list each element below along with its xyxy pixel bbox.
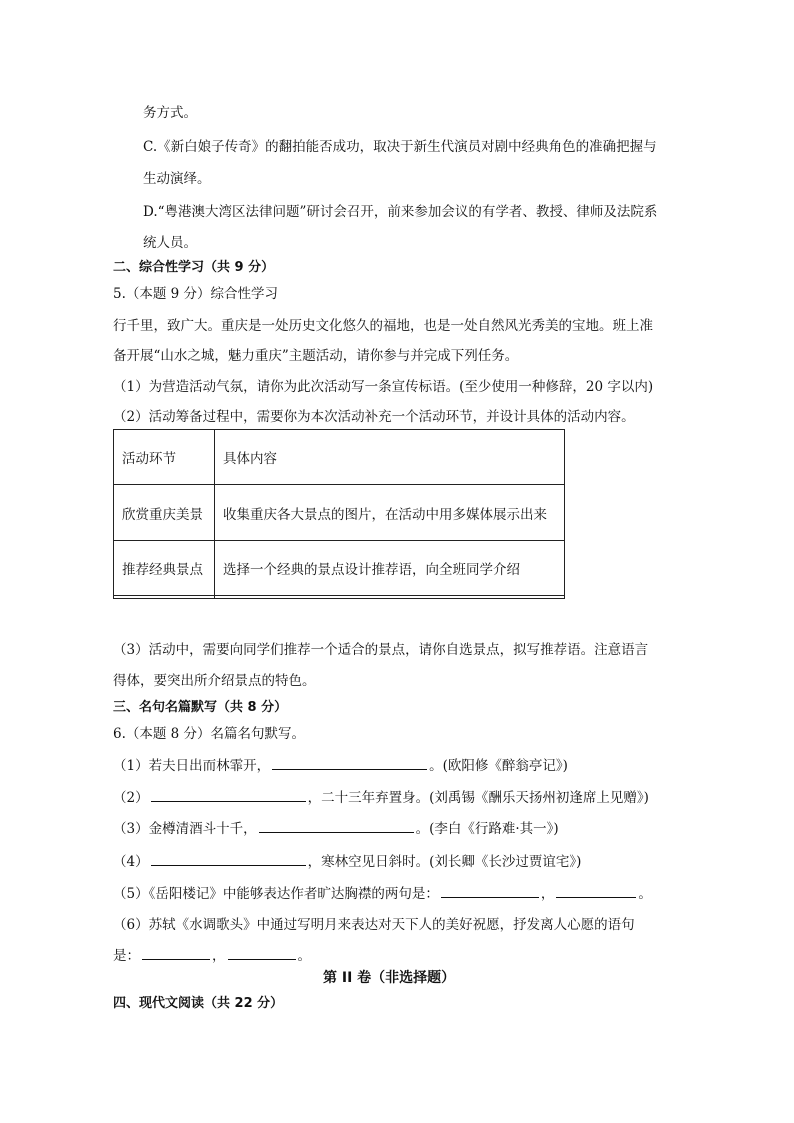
- table-row-empty: [114, 596, 565, 599]
- section-heading: 二、综合性学习（共 9 分）: [113, 260, 275, 275]
- answer-blank[interactable]: [142, 945, 210, 960]
- task-line: （2）活动筹备过程中，需要你为本次活动补充一个活动环节，并设计具体的活动内容。: [113, 409, 635, 425]
- item-suffix: ，寒林空见日斜时。(刘长卿《长沙过贾谊宅》): [307, 854, 582, 870]
- answer-blank[interactable]: [228, 945, 296, 960]
- answer-blank[interactable]: [151, 851, 306, 866]
- table-cell: 选择一个经典的景点设计推荐语，向全班同学介绍: [215, 540, 565, 595]
- text-line: 务方式。: [143, 105, 197, 121]
- activity-table: [113, 429, 565, 599]
- option-d-line: D.“粤港澳大湾区法律问题”研讨会召开，前来参加会议的有学者、教授、律师及法院系: [143, 204, 658, 220]
- item-prefix: （5）《岳阳楼记》中能够表达作者旷达胸襟的两句是：: [113, 886, 439, 902]
- answer-blank[interactable]: [272, 755, 427, 770]
- recitation-item: [113, 817, 559, 837]
- item-suffix: 。(欧阳修《醉翁亭记》): [429, 758, 568, 774]
- item-separator: ，: [212, 948, 226, 964]
- paragraph-line: 备开展“山水之城，魅力重庆”主题活动，请你参与并完成下列任务。: [113, 348, 519, 364]
- task-line: （1）为营造活动气氛，请你为此次活动写一条宣传标语。(至少使用一种修辞，20 字以内): [113, 379, 654, 395]
- item-prefix: （4）: [113, 854, 149, 870]
- option-c-line: C.《新白娘子传奇》的翻拍能否成功，取决于新生代演员对剧中经典角色的准确把握与: [143, 139, 657, 155]
- section-heading: 四、现代文阅读（共 22 分）: [113, 996, 284, 1011]
- table-header-row: [114, 430, 565, 485]
- table-cell-empty: [215, 596, 565, 599]
- item-prefix: （1）若夫日出而林霏开，: [113, 758, 271, 774]
- recitation-item: [113, 850, 581, 870]
- item-suffix: 。(李白《行路难·其一》): [415, 821, 559, 837]
- table-cell: 欣赏重庆美景: [114, 485, 215, 540]
- item-suffix: 。: [297, 948, 311, 964]
- table-header-cell: 具体内容: [215, 430, 565, 485]
- item-prefix: （2）: [113, 790, 149, 806]
- item-prefix: （3）金樽清酒斗十千，: [113, 821, 257, 837]
- answer-blank[interactable]: [151, 787, 306, 802]
- item-separator: ，: [540, 886, 555, 902]
- question-title: 6.（本题 8 分）名篇名句默写。: [113, 726, 306, 742]
- task-line: 得体，要突出所介绍景点的特色。: [113, 673, 316, 689]
- text-line: 生动演绎。: [143, 171, 211, 187]
- recitation-item: （6）苏轼《水调歌头》中通过写明月来表达对天下人的美好祝愿，抒发离人心愿的语句: [113, 917, 635, 933]
- table-cell: 收集重庆各大景点的图片，在活动中用多媒体展示出来: [215, 485, 565, 540]
- table-cell: 推荐经典景点: [114, 540, 215, 595]
- answer-blank[interactable]: [556, 883, 636, 898]
- recitation-item: [113, 882, 652, 902]
- volume-title: 第 II 卷（非选择题）: [323, 970, 456, 986]
- recitation-item: [113, 786, 649, 806]
- question-title: 5.（本题 9 分）综合性学习: [113, 286, 279, 302]
- paragraph-line: 行千里，致广大。重庆是一处历史文化悠久的福地，也是一处自然风光秀美的宝地。班上准: [113, 318, 653, 334]
- table-cell-empty: [114, 596, 215, 599]
- table-header-cell: 活动环节: [114, 430, 215, 485]
- answer-blank[interactable]: [259, 818, 414, 833]
- text-line: 统人员。: [143, 235, 197, 251]
- item-suffix: 。: [638, 886, 652, 902]
- recitation-item: [113, 944, 311, 964]
- table-row: [114, 485, 565, 540]
- section-heading: 三、名句名篇默写（共 8 分）: [113, 700, 288, 715]
- item-suffix: ，二十三年弃置身。(刘禹锡《酬乐天扬州初逢席上见赠》): [307, 790, 649, 806]
- task-line: （3）活动中，需要向同学们推荐一个适合的景点，请你自选景点，拟写推荐语。注意语言: [113, 642, 649, 658]
- recitation-item: [113, 754, 568, 774]
- item-prefix: 是：: [113, 948, 140, 964]
- table-row: [114, 540, 565, 595]
- answer-blank[interactable]: [441, 883, 539, 898]
